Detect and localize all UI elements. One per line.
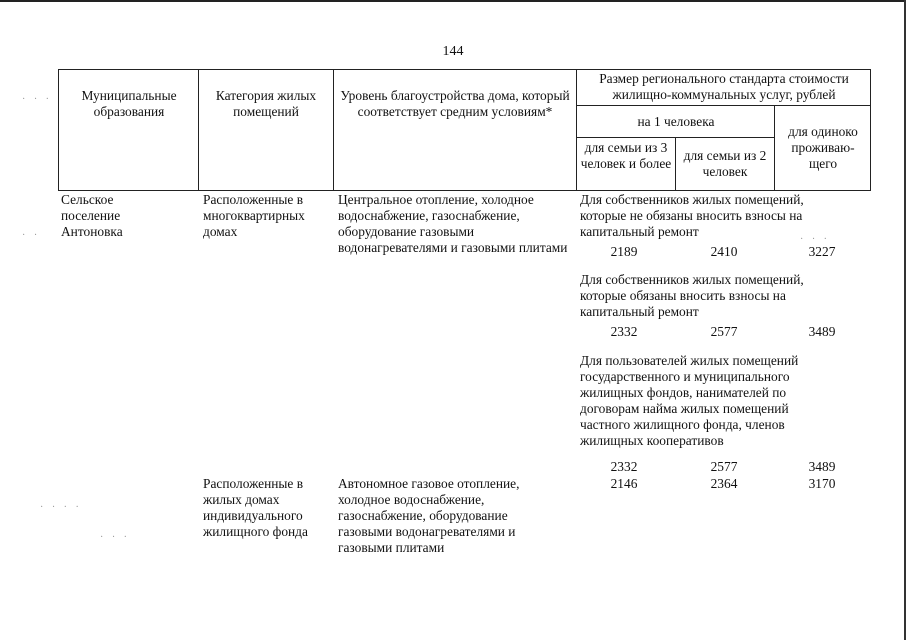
- amenity-level-autonomous: Автономное газовое отопление, холодное водоснабжение, газоснабжение, оборудование газовыми водонагревателями и газовыми плитами: [338, 476, 520, 555]
- group-label-capital-repair: Для собственников жилых помещений, которые обязаны вносить взносы на капитальный ремонт: [580, 272, 804, 319]
- column-header-municipality: Муниципальные образования: [81, 88, 177, 119]
- header-divider: [576, 69, 577, 191]
- column-header-standard-cost: Размер регионального стандарта стоимости жилищно-коммунальных услуг, рублей: [599, 71, 849, 102]
- value-family2: 2364: [710, 476, 738, 491]
- page-top-border: [0, 0, 906, 6]
- value-family2: 2577: [710, 324, 738, 339]
- value-family2: 2410: [710, 244, 738, 259]
- column-header-level: Уровень благоустройства дома, который соответствует средним условиям*: [340, 88, 570, 119]
- column-header-family3: для семьи из 3 человек и более: [580, 140, 672, 171]
- header-divider: [576, 105, 871, 106]
- header-divider: [675, 137, 676, 191]
- municipality-name: Сельское поселение Антоновка: [61, 192, 123, 239]
- scan-noise: · · · ·: [40, 502, 82, 513]
- scan-noise: · · ·: [22, 94, 52, 105]
- group-label-no-capital-repair: Для собственников жилых помещений, которые не обязаны вносить взносы на капитальный ремонт: [580, 192, 804, 239]
- value-family3: 2332: [610, 324, 638, 339]
- column-header-category: Категория жилых помещений: [215, 88, 317, 119]
- value-single: 3170: [808, 476, 836, 491]
- header-divider: [198, 69, 199, 191]
- value-single: 3489: [808, 324, 836, 339]
- group-label-state-municipal-users: Для пользователей жилых помещений государственного и муниципального жилищных фондов, нанимателей по договорам найма жилых помещений частного жилищного фонда, членов жилищных кооперативов: [580, 353, 799, 448]
- page-right-border: [901, 0, 906, 640]
- column-header-per-person: на 1 человека: [637, 114, 715, 129]
- header-divider: [333, 69, 334, 191]
- header-divider: [774, 105, 775, 191]
- column-header-family2: для семьи из 2 человек: [683, 148, 767, 179]
- value-family2: 2577: [710, 459, 738, 474]
- amenity-level-central: Центральное отопление, холодное водоснабжение, газоснабжение, оборудование газовыми водонагревателями и газовыми плитами: [338, 192, 568, 255]
- value-family3: 2146: [610, 476, 638, 491]
- value-family3: 2332: [610, 459, 638, 474]
- page-number: 144: [442, 44, 464, 59]
- scan-noise: · ·: [22, 230, 41, 241]
- scan-noise: · · ·: [100, 532, 130, 543]
- value-family3: 2189: [610, 244, 638, 259]
- scan-noise: · · ·: [800, 234, 830, 245]
- column-header-single: для одиноко проживаю-щего: [788, 124, 858, 171]
- value-single: 3489: [808, 459, 836, 474]
- category-apartment-buildings: Расположенные в многоквартирных домах: [203, 192, 305, 239]
- value-single: 3227: [808, 244, 836, 259]
- category-individual-houses: Расположенные в жилых домах индивидуального жилищного фонда: [203, 476, 308, 539]
